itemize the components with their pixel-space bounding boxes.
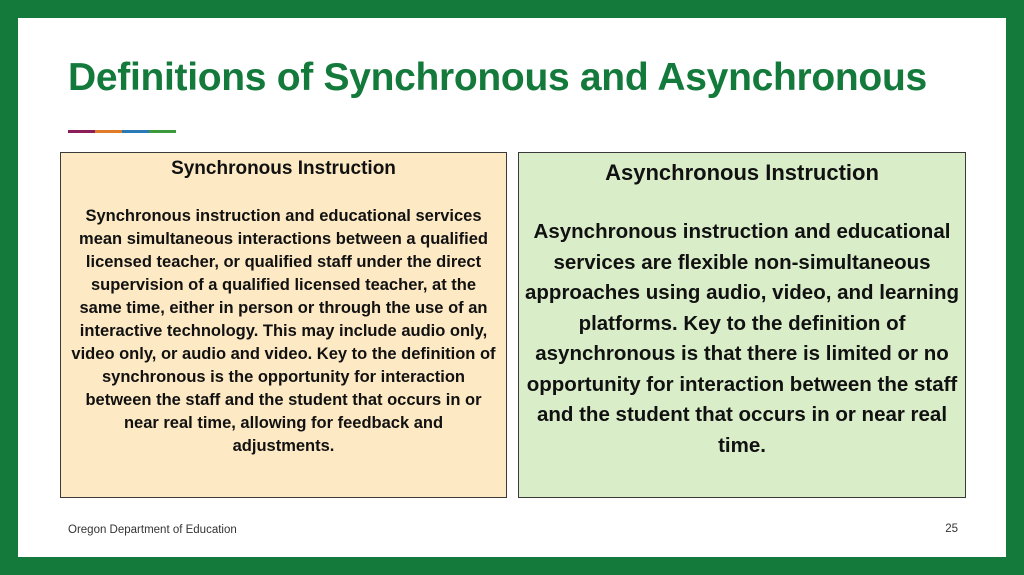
synchronous-definition-box xyxy=(60,152,507,498)
asynchronous-definition-box xyxy=(518,152,966,498)
accent-segment-4 xyxy=(149,130,176,133)
accent-segment-3 xyxy=(122,130,149,133)
asynchronous-heading: Asynchronous Instruction xyxy=(605,160,879,185)
slide xyxy=(18,18,1006,557)
slide-title: Definitions of Synchronous and Asynchronous xyxy=(68,56,927,99)
accent-segment-1 xyxy=(68,130,95,133)
footer-organization: Oregon Department of Education xyxy=(68,524,237,536)
synchronous-body: Synchronous instruction and educational services mean simultaneous interactions between a qualified licensed teacher, or qualified staff under the direct supervision of a qualified licensed teacher, at the same time, either in person or through the use of an interactive technology. This may include audio only, video only, or audio and video. Key to the definition of synchronous is the opportunity for interaction between the staff and the student that occurs in or near real time, allowing for feedback and adjustments. xyxy=(71,207,496,455)
asynchronous-body: Asynchronous instruction and educational services are flexible non-simultaneous approaches using audio, video, and learning platforms. Key to the definition of asynchronous is that there is limited or no opportunity for interaction between the staff and the student that occurs in or near real time. xyxy=(525,220,959,457)
synchronous-heading: Synchronous Instruction xyxy=(171,158,396,179)
accent-segment-2 xyxy=(95,130,122,133)
footer-page-number: 25 xyxy=(945,523,958,535)
title-accent-bar xyxy=(68,130,176,133)
